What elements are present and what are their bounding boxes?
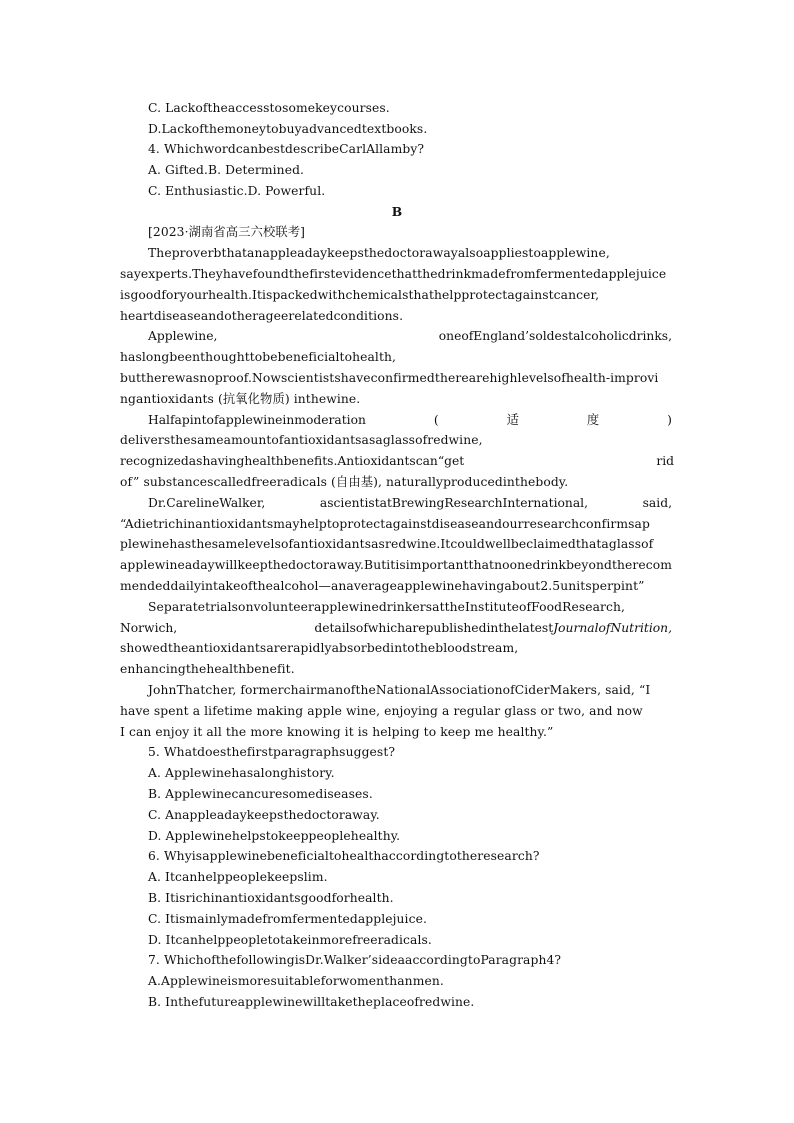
q6-option-c: C. Itismainlymadefromfermentedapplejuice. — [148, 912, 427, 926]
p4-line-1 — [148, 495, 672, 511]
p3-line-3 — [120, 453, 674, 469]
q5-stem: 5. Whatdoesthefirstparagraphsuggest? — [148, 745, 396, 759]
q5-option-b: B. Applewinecancuresomediseases. — [148, 787, 373, 801]
p2-line-3: buttherewasnoproof.Nowscientistshaveconfirmedtherearehighlevelsofhealth-improvi — [120, 371, 659, 385]
q7-option-b: B. Inthefutureapplewinewilltaketheplaceofredwine. — [148, 995, 475, 1009]
q6-option-a: A. Itcanhelppeoplekeepslim. — [148, 870, 328, 884]
q5-option-a: A. Applewinehasalonghistory. — [148, 766, 335, 780]
p4-line-1-c: said, — [642, 496, 672, 510]
q3-option-d: D.Lackofthemoneytobuyadvancedtextbooks. — [148, 122, 428, 136]
p6-line-1: JohnThatcher, formerchairmanoftheNationalAssociationofCiderMakers, said, “I — [148, 683, 651, 697]
p5-line-2-a: Norwich, — [120, 621, 178, 635]
p3-line-3-b: rid — [656, 454, 674, 468]
q6-stem: 6. Whyisapplewinebeneficialtohealthaccordingtotheresearch? — [148, 849, 540, 863]
q5-option-d: D. Applewinehelpstokeeppeoplehealthy. — [148, 829, 401, 843]
p4-line-3: plewinehasthesamelevelsofantioxidantsasredwine.Itcouldwellbeclaimedthataglassof — [120, 537, 654, 551]
q5-option-c: C. Anappleadaykeepsthedoctoraway. — [148, 808, 380, 822]
p1-line-3: isgoodforyourhealth.Itispackedwithchemicalsthathelpprotectagainstcancer, — [120, 288, 600, 302]
p5-line-2-b — [314, 620, 672, 636]
p4-line-1-b: ascientistatBrewingResearchInternational, — [319, 496, 589, 510]
q4-options-ab: A. Gifted.B. Determined. — [148, 163, 305, 177]
journal-title: JournalofNutrition, — [553, 621, 672, 635]
section-letter: B — [391, 204, 403, 219]
p1-line-4: heartdiseaseandotherageerelatedconditions. — [120, 309, 404, 323]
p4-line-5: mendeddailyintakeofthealcohol—anaverageapplewinehavingabout2.5unitsperpint” — [120, 579, 645, 593]
p2-line-1-a: Applewine, — [148, 329, 218, 343]
q7-option-a: A.Applewineismoresuitableforwomenthanmen. — [148, 974, 444, 988]
q6-option-d: D. Itcanhelppeopletotakeinmorefreeradicals. — [148, 933, 432, 947]
q6-option-b: B. Itisrichinantioxidantsgoodforhealth. — [148, 891, 394, 905]
p4-line-4: applewineadaywillkeepthedoctoraway.Butitisimportantthatnoonedrinkbeyondtherecom — [120, 558, 673, 572]
q4-stem: 4. WhichwordcanbestdescribeCarlAllamby? — [148, 142, 425, 156]
p4-line-2: “Adietrichinantioxidantsmayhelptoprotectagainstdiseaseandourresearchconfirmsap — [120, 517, 650, 531]
p3-line-1-c: 适 — [506, 413, 519, 427]
p1-line-2: sayexperts.Theyhavefoundthefirstevidencethatthedrinkmadefromfermentedapplejuice — [120, 267, 667, 281]
p3-line-2: deliversthesameamountofantioxidantsasaglassofredwine, — [120, 433, 483, 447]
p6-line-2: have spent a lifetime making apple wine, enjoying a regular glass or two, and now — [120, 704, 643, 718]
p3-line-1-a: Halfapintofapplewineinmoderation — [148, 413, 366, 427]
source-tag: [2023·湖南省高三六校联考] — [148, 225, 306, 239]
q4-options-cd: C. Enthusiastic.D. Powerful. — [148, 184, 326, 198]
p2-line-2: haslongbeenthoughttobebeneficialtohealth, — [120, 350, 397, 364]
p5-line-4: enhancingthehealthbenefit. — [120, 662, 295, 676]
p2-line-1 — [148, 328, 672, 344]
q7-stem: 7. WhichofthefollowingisDr.Walker’sideaaccordingtoParagraph4? — [148, 953, 562, 967]
p2-line-4: ngantioxidants (抗氧化物质) inthewine. — [120, 392, 361, 406]
p4-line-1-a: Dr.CarelineWalker, — [148, 496, 266, 510]
p3-line-1-d: 度 — [586, 413, 600, 427]
p3-line-4: of” substancescalledfreeradicals (自由基), naturallyproducedinthebody. — [120, 475, 569, 489]
p1-line-1: Theproverbthatanappleadaykeepsthedoctorawayalsoappliestoapplewine, — [148, 246, 610, 260]
q3-option-c: C. Lackoftheaccesstosomekeycourses. — [148, 101, 390, 115]
p3-line-1-e: ) — [667, 413, 672, 427]
p5-line-1: SeparatetrialsonvolunteerapplewinedrinkersattheInstituteofFoodResearch, — [148, 600, 626, 614]
p5-line-2 — [120, 620, 672, 636]
p5-line-3: showedtheantioxidantsarerapidlyabsorbedintothebloodstream, — [120, 641, 519, 655]
p6-line-3: I can enjoy it all the more knowing it is helping to keep me healthy.” — [120, 725, 554, 739]
p3-line-1-b: ( — [433, 413, 439, 427]
p3-line-3-a: recognizedashavinghealthbenefits.Antioxidantscan“get — [120, 454, 465, 468]
p3-line-1 — [148, 412, 672, 428]
p2-line-1-b: oneofEngland’soldestalcoholicdrinks, — [438, 329, 672, 343]
p5-line-2-b-text: detailsofwhicharepublishedinthelatest — [314, 621, 554, 635]
